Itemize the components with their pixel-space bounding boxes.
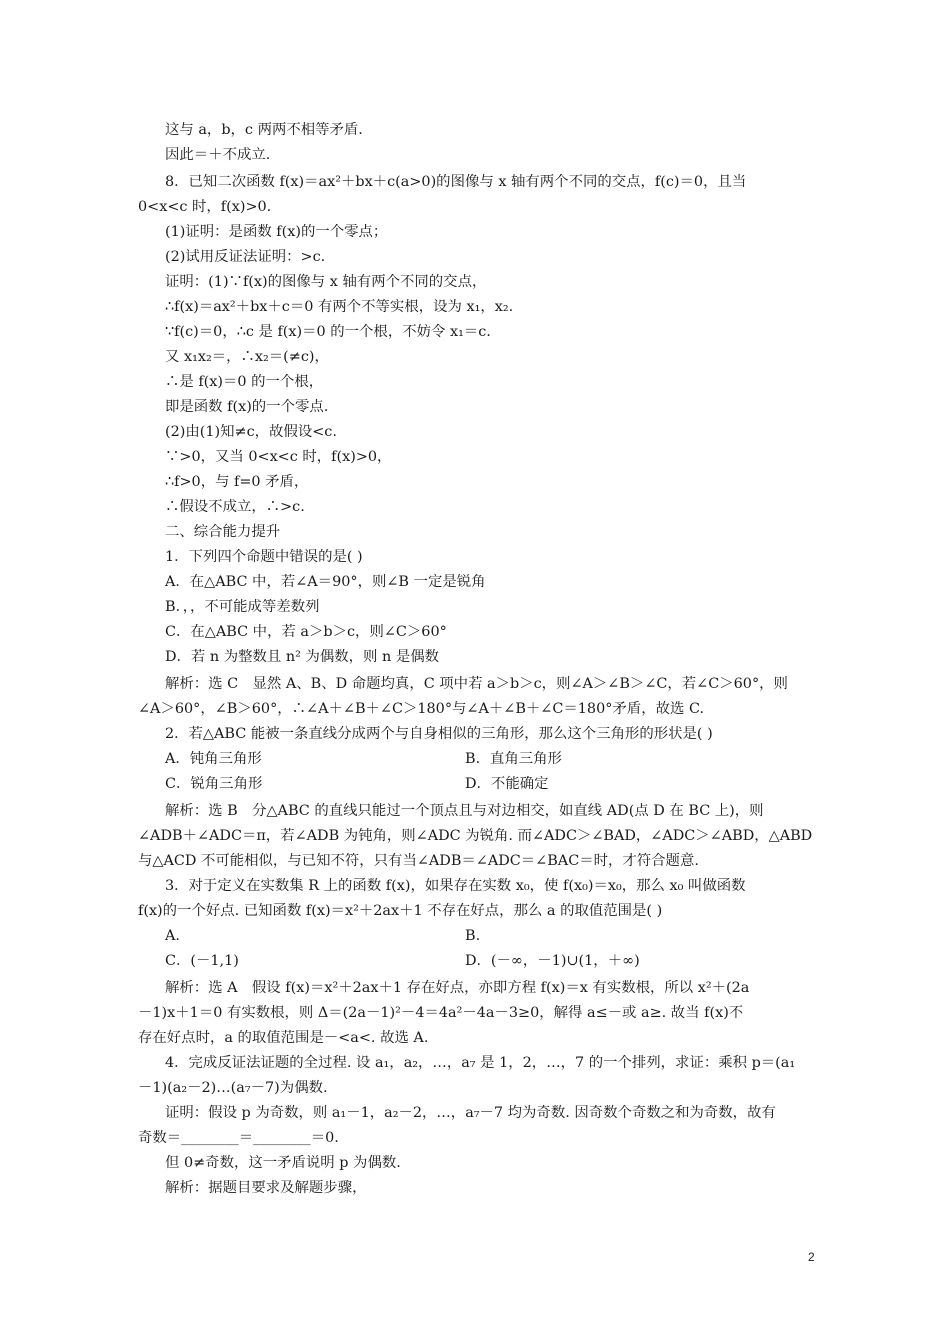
problem-1: 1．下列四个命题中错误的是( ) <box>165 549 363 565</box>
option-c: C．锐角三角形 <box>165 776 263 792</box>
text-line: ∵>0，又当 0<x<c 时，f(x)>0， <box>165 449 392 465</box>
proof-4: 证明：假设 p 为奇数，则 a₁－1，a₂－2，…，a₇－7 均为奇数. 因奇数个奇数之和为奇数，故有 <box>165 1105 776 1121</box>
text-line: ∴是 f(x)＝0 的一个根， <box>165 374 324 390</box>
option-b: B．直角三角形 <box>465 751 562 767</box>
text-line: (2)试用反证法证明：>c. <box>165 249 326 265</box>
text-line: 即是函数 f(x)的一个零点. <box>165 399 329 415</box>
problem-8: 8．已知二次函数 f(x)＝ax²＋bx＋c(a>0)的图像与 x 轴有两个不同的交点，f(c)＝0，且当 <box>165 174 747 190</box>
text-line: 又 x₁x₂＝，∴x₂＝(≠c)， <box>165 349 329 365</box>
fill-in-blank-line: 奇数＝________＝________＝0. <box>138 1130 339 1146</box>
option-d: D．不能确定 <box>465 776 549 792</box>
option-c: C．(－1,1) <box>165 953 239 969</box>
option-b: B. <box>465 928 481 944</box>
text-line: 0<x<c 时，f(x)>0. <box>138 199 272 215</box>
problem-3: 3．对于定义在实数集 R 上的函数 f(x)，如果存在实数 x₀，使 f(x₀)＝x₀，那么 x₀ 叫做函数 <box>165 878 746 894</box>
option-a: A．钝角三角形 <box>165 751 262 767</box>
text-line: ∴假设不成立，∴>c. <box>165 499 305 515</box>
text-line: f(x)的一个好点. 已知函数 f(x)＝x²＋2ax＋1 不存在好点，那么 a 的取值范围是( ) <box>138 903 663 919</box>
solution-2: 解析：选 B 分△ABC 的直线只能过一个顶点且与对边相交，如直线 AD(点 D 在 BC 上)，则 <box>165 803 764 819</box>
text-line: －1)(a₂－2)…(a₇－7)为偶数. <box>138 1080 328 1096</box>
solution-4: 解析：据题目要求及解题步骤， <box>165 1180 367 1196</box>
text-line: 存在好点时，a 的取值范围是－<a<. 故选 A. <box>138 1030 429 1046</box>
section-heading: 二、综合能力提升 <box>165 524 281 540</box>
solution-3: 解析：选 A 假设 f(x)＝x²＋2ax＋1 存在好点，亦即方程 f(x)＝x 有实数根，所以 x²＋(2a <box>165 980 750 996</box>
text-line: (1)证明：是函数 f(x)的一个零点； <box>165 224 388 240</box>
text-line: 但 0≠奇数，这一矛盾说明 p 为偶数. <box>165 1155 401 1171</box>
text-line: ∴f>0，与 f=0 矛盾， <box>165 474 309 490</box>
text-line: 因此＝＋不成立. <box>165 147 271 163</box>
text-line: 这与 a，b，c 两两不相等矛盾. <box>165 122 363 138</box>
problem-4: 4．完成反证法证题的全过程. 设 a₁，a₂，…，a₇ 是 1，2，…，7 的一个排列，求证：乘积 p＝(a₁ <box>165 1055 796 1071</box>
option-d: D．若 n 为整数且 n² 为偶数，则 n 是偶数 <box>165 649 440 665</box>
page-number: 2 <box>808 1250 815 1264</box>
text-line: (2)由(1)知≠c，故假设<c. <box>165 424 337 440</box>
solution-1: 解析：选 C 显然 A、B、D 命题均真，C 项中若 a＞b＞c，则∠A＞∠B＞∠C，若∠C＞60°，则 <box>165 676 788 692</box>
problem-2: 2．若△ABC 能被一条直线分成两个与自身相似的三角形，那么这个三角形的形状是( ) <box>165 726 713 742</box>
option-b: B．，，不可能成等差数列 <box>165 599 320 615</box>
text-line: ∵f(c)＝0，∴c 是 f(x)＝0 的一个根，不妨令 x₁＝c. <box>165 324 491 340</box>
text-line: ∠ADB＋∠ADC＝π，若∠ADB 为钝角，则∠ADC 为锐角. 而∠ADC＞∠BAD，∠ADC＞∠ABD，△ABD <box>138 828 813 844</box>
text-line: ∠A＞60°，∠B＞60°，∴∠A＋∠B＋∠C＞180°与∠A＋∠B＋∠C＝180°矛盾，故选 C. <box>138 701 705 717</box>
text-line: ∴f(x)＝ax²＋bx＋c＝0 有两个不等实根，设为 x₁，x₂. <box>165 299 514 315</box>
option-a: A. <box>165 928 180 944</box>
option-c: C．在△ABC 中，若 a＞b＞c，则∠C＞60° <box>165 624 447 640</box>
text-line: 与△ACD 不可能相似，与已知不符，只有当∠ADB＝∠ADC＝∠BAC＝时，才符合题意. <box>138 853 699 869</box>
option-a: A．在△ABC 中，若∠A＝90°，则∠B 一定是锐角 <box>165 574 486 590</box>
text-line: －1)x＋1＝0 有实数根，则 Δ＝(2a－1)²－4＝4a²－4a－3≥0，解得 a≤－或 a≥. 故当 f(x)不 <box>138 1005 744 1021</box>
proof-start: 证明：(1)∵f(x)的图像与 x 轴有两个不同的交点， <box>165 274 487 290</box>
option-d: D．(－∞，－1)∪(1，＋∞) <box>465 953 640 969</box>
